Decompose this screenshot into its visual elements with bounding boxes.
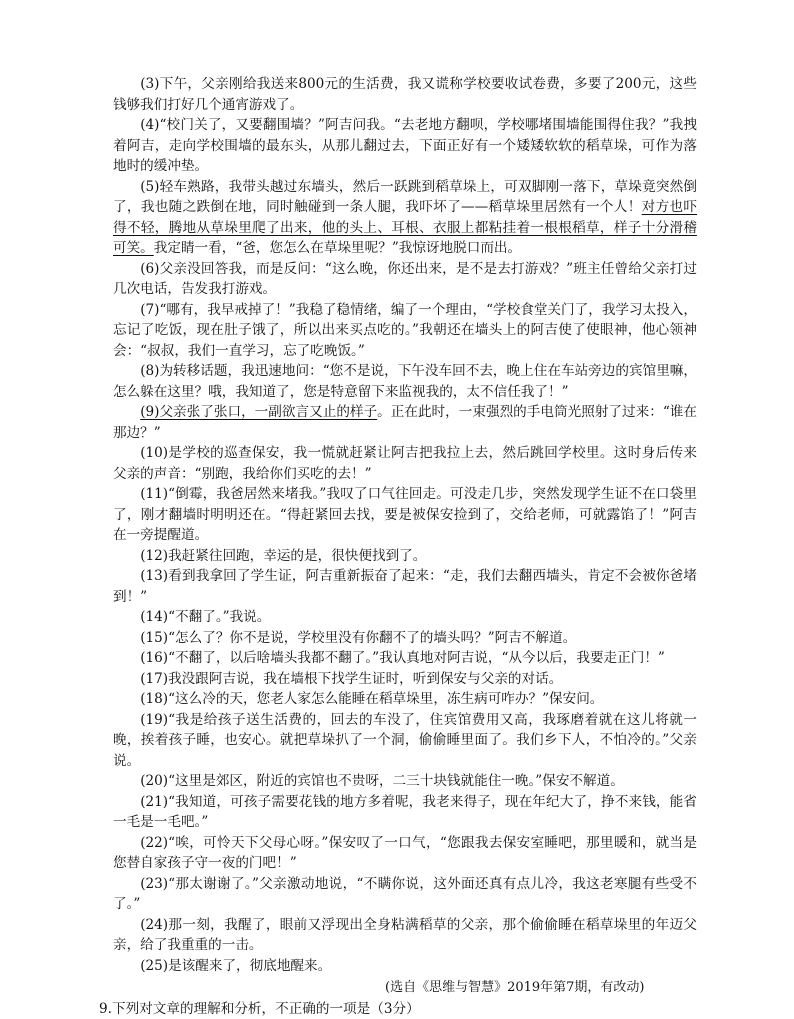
paragraph-25: (25)是该醒来了，彻底地醒来。 bbox=[113, 956, 697, 977]
paragraph-12: (12)我赶紧往回跑，幸运的是，很快便找到了。 bbox=[113, 546, 697, 567]
paragraph-14: (14)“不翻了。”我说。 bbox=[113, 607, 697, 628]
paragraph-19: (19)“我是给孩子送生活费的，回去的车没了，住宾馆费用又高，我琢磨着就在这儿将就一晚，挨着孩子睡，也安心。就把草垛扒了一个洞，偷偷睡里面了。我们乡下人，不怕冷的。”父亲说。 bbox=[113, 710, 697, 772]
underlined-sentence: 对方也吓得不轻，腾地从草垛里爬了出来，他的头上、耳根、衣服上都粘挂着一根根稻草，样子十分滑稽可笑。 bbox=[113, 199, 697, 256]
paragraph-20: (20)“这里是郊区，附近的宾馆也不贵呀，二三十块钱就能住一晚。”保安不解道。 bbox=[113, 771, 697, 792]
paragraph-8: (8)为转移话题，我迅速地问：“您不是说，下午没车回不去，晚上住在车站旁边的宾馆里嘛，怎么躲在这里？哦，我知道了，您是特意留下来监视我的，太不信任我了！” bbox=[113, 361, 697, 402]
paragraph-24: (24)那一刻，我醒了，眼前又浮现出全身粘满稻草的父亲，那个偷偷睡在稻草垛里的年迈父亲，给了我重重的一击。 bbox=[113, 915, 697, 956]
paragraph-21: (21)“我知道，可孩子需要花钱的地方多着呢，我老来得子，现在年纪大了，挣不来钱，能省一毛是一毛吧。” bbox=[113, 792, 697, 833]
paragraph-10: (10)是学校的巡查保安，我一慌就赶紧让阿吉把我拉上去，然后跳回学校里。这时身后传来父亲的声音：“别跑，我给你们买吃的去！” bbox=[113, 443, 697, 484]
paragraph-7: (7)“哪有，我早戒掉了！”我稳了稳情绪，编了一个理由，“学校食堂关门了，我学习太投入，忘记了吃饭，现在肚子饿了，所以出来买点吃的。”我朝还在墙头上的阿吉使了使眼神，他心领神会：“叔叔，我们一直学习，忘了吃晚饭。” bbox=[113, 300, 697, 362]
paragraph-23: (23)“那太谢谢了。”父亲激动地说，“不瞒你说，这外面还真有点儿冷，我这老寒腿有些受不了。” bbox=[113, 874, 697, 915]
paragraph-3: (3)下午，父亲刚给我送来800元的生活费，我又谎称学校要收试卷费，多要了200元，这些钱够我们打好几个通宵游戏了。 bbox=[113, 74, 697, 115]
paragraph-4: (4)“校门关了，又要翻围墙？”阿吉问我。“去老地方翻呗，学校哪堵围墙能围得住我？”我拽着阿吉，走向学校围墙的最东头，从那儿翻过去，下面正好有一个矮矮软软的稻草垛，可作为落地时的缓冲垫。 bbox=[113, 115, 697, 177]
paragraph-22: (22)“唉，可怜天下父母心呀。”保安叹了一口气，“您跟我去保安室睡吧，那里暖和，就当是您替自家孩子守一夜的门吧！” bbox=[113, 833, 697, 874]
paragraph-5 bbox=[113, 177, 697, 259]
paragraph-9-text-cont: 。正在此时，一束强烈的手电筒光照射了过来：“谁在那边？” bbox=[113, 404, 697, 441]
paragraph-5-text: (5)轻车熟路，我带头越过东墙头，然后一跃跳到稻草垛上，可双脚刚一落下，草垛竟突然倒了，我也随之跌倒在地，同时触碰到一条人腿，我吓坏了——稻草垛里居然有一个人！ bbox=[113, 179, 697, 216]
paragraph-13: (13)看到我拿回了学生证，阿吉重新振奋了起来：“走，我们去翻西墙头，肯定不会被你爸堵到！” bbox=[113, 566, 697, 607]
paragraph-5-text-cont: 我定睛一看，“爸，您怎么在草垛里呢？”我惊讶地脱口而出。 bbox=[154, 240, 521, 256]
paragraph-16: (16)“不翻了，以后啥墙头我都不翻了。”我认真地对阿吉说，“从今以后，我要走正门！” bbox=[113, 648, 697, 669]
source-citation: (选自《思维与智慧》2019年第7期，有改动) bbox=[113, 978, 697, 999]
question-9: 9.下列对文章的理解和分析，不正确的一项是（3分） bbox=[99, 999, 697, 1019]
paragraph-17: (17)我没跟阿吉说，我在墙根下找学生证时，听到保安与父亲的对话。 bbox=[113, 669, 697, 690]
underlined-sentence: (9)父亲张了张口，一副欲言又止的样子 bbox=[140, 404, 377, 420]
paragraph-11: (11)“倒霉，我爸居然来堵我。”我叹了口气往回走。可没走几步，突然发现学生证不在口袋里了，刚才翻墙时明明还在。“得赶紧回去找，要是被保安捡到了，交给老师，可就露馅了！”阿吉在一旁提醒道。 bbox=[113, 484, 697, 546]
article-body bbox=[113, 74, 697, 1019]
paragraph-18: (18)“这么冷的天，您老人家怎么能睡在稻草垛里，冻生病可咋办？”保安问。 bbox=[113, 689, 697, 710]
paragraph-6: (6)父亲没回答我，而是反问：“这么晚，你还出来，是不是去打游戏？”班主任曾给父亲打过几次电话，告发我打游戏。 bbox=[113, 259, 697, 300]
paragraph-9 bbox=[113, 402, 697, 443]
paragraph-15: (15)“怎么了？你不是说，学校里没有你翻不了的墙头吗？”阿吉不解道。 bbox=[113, 628, 697, 649]
